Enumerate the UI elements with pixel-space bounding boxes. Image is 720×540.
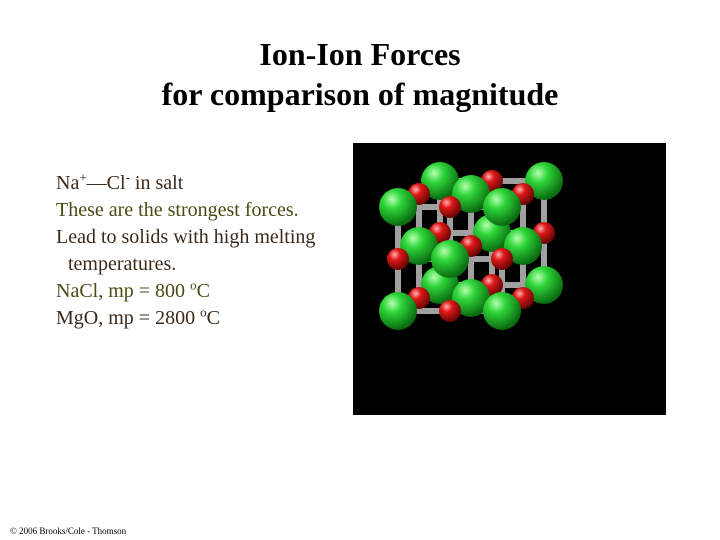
green-ion-sphere [431, 240, 469, 278]
bullet-melting: Lead to solids with high melting temperatures. [56, 226, 316, 275]
bullet-strongest: These are the strongest forces. [56, 199, 299, 221]
green-ion-sphere [379, 292, 417, 330]
bullet-text: Na [56, 172, 80, 194]
green-ion-sphere [379, 188, 417, 226]
bullet-text: C [196, 280, 210, 302]
bullet-text: NaCl, mp = 800 [56, 280, 191, 302]
crystal-lattice-image [353, 143, 666, 415]
superscript: + [79, 169, 87, 185]
bullet-text: MgO, mp = 2800 [56, 307, 201, 329]
copyright-notice: © 2006 Brooks/Cole - Thomson [10, 526, 127, 536]
degree-symbol: o [200, 304, 207, 320]
bullet-list [56, 170, 356, 332]
nacl-lattice-illustration [353, 143, 666, 415]
degree-symbol: o [190, 277, 197, 293]
superscript: - [125, 169, 130, 185]
red-ion-sphere [387, 248, 409, 270]
title-line-2: for comparison of magnitude [161, 76, 559, 112]
bullet-text: in salt [129, 172, 184, 194]
green-ion-sphere [483, 292, 521, 330]
bullet-text: —Cl [86, 172, 126, 194]
title-line-1: Ion-Ion Forces [259, 36, 461, 72]
bullet-nacl-mp [56, 278, 356, 305]
green-ion-sphere [483, 188, 521, 226]
red-ion-sphere [439, 300, 461, 322]
red-ion-sphere [439, 196, 461, 218]
red-ion-sphere [491, 248, 513, 270]
slide-title [0, 34, 720, 114]
bullet-nacl-bond [56, 170, 356, 197]
bullet-mgo-mp [56, 305, 356, 332]
bullet-text: C [206, 307, 220, 329]
